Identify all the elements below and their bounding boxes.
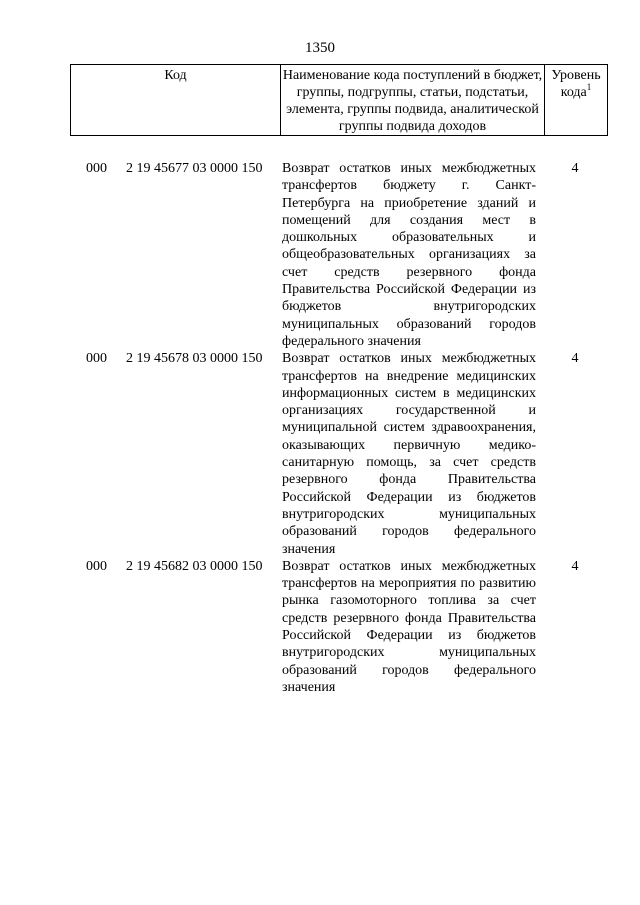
admin-code: 000 [86,161,107,176]
code-level: 4 [571,351,579,367]
code-description: Возврат остатков иных межбюджетных трансфертов на мероприятия по развитию рынка газомоторного топлива за счет средств резервного фонда Правительства Российской Федерации из бюджетов внутригородских муниципальных образований городов федерального значения [282,558,536,695]
admin-code: 000 [86,558,107,574]
table-header [70,64,608,136]
code-level: 4 [571,161,579,176]
header-name: Наименование кода поступлений в бюджет, группы, подгруппы, статьи, подстатьи, элемента, группы подвида, аналитической группы подвида доходов [281,65,545,135]
header-level-label: Уровень кода [551,68,601,100]
table-body [0,160,640,696]
table-row [0,350,640,558]
table-row [0,160,640,350]
budget-code: 2 19 45682 03 0000 150 [126,558,263,574]
budget-code: 2 19 45678 03 0000 150 [126,351,263,367]
page-number: 1350 [305,40,335,56]
code-level: 4 [571,558,579,574]
header-code: Код [71,65,281,135]
header-level [545,65,607,135]
admin-code: 000 [86,351,107,367]
table-row [0,558,640,696]
budget-code: 2 19 45677 03 0000 150 [126,161,263,176]
code-description: Возврат остатков иных межбюджетных трансфертов на внедрение медицинских информационных систем в медицинских организациях государственной и муниципальной систем здравоохранения, оказывающих первичную медико-санитарную помощь, за счет средств резервного фонда Правительства Российской Федерации из бюджетов внутригородских муниципальных образований городов федерального значения [282,351,536,557]
code-description: Возврат остатков иных межбюджетных трансфертов бюджету г. Санкт-Петербурга на приобретение зданий и помещений для создания мест в дошкольных образовательных и общеобразовательных организациях за счет средств резервного фонда Правительства Российской Федерации из бюджетов внутригородских муниципальных образований городов федерального значения [282,161,536,349]
footnote-marker: 1 [586,82,592,92]
